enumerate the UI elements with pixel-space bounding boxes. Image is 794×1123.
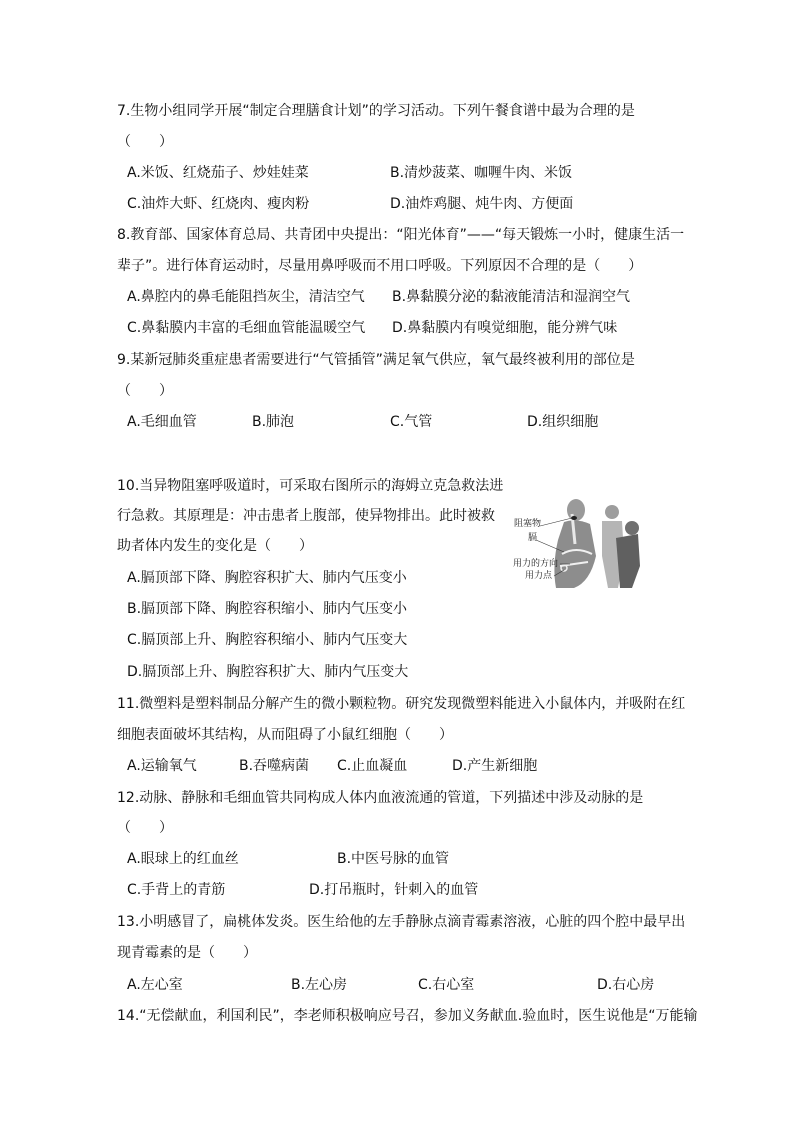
q7-stem-line2: （ ）: [117, 134, 173, 150]
q14-stem-line1: 14.“无偿献血，利国利民”，李老师积极响应号召，参加义务献血.验血时，医生说他是“万能输: [117, 1008, 698, 1024]
q12-stem-line1: 12.动脉、静脉和毛细血管共同构成人体内血液流通的管道，下列描述中涉及动脉的是: [117, 790, 644, 806]
q13-stem-line1: 13.小明感冒了，扁桃体发炎。医生给他的左手静脉点滴青霉素溶液，心脏的四个腔中最早出: [117, 914, 686, 930]
q9-option-b: B.肺泡: [252, 414, 295, 430]
q10-option-b: B.膈顶部下降、胸腔容积缩小、肺内气压变小: [127, 601, 408, 617]
q11-option-c: C.止血凝血: [337, 758, 408, 774]
q9-option-a: A.毛细血管: [127, 414, 197, 430]
q13-option-a: A.左心室: [127, 977, 183, 993]
q8-option-b: B.鼻黏膜分泌的黏液能清洁和湿润空气: [392, 289, 631, 305]
q12-option-a: A.眼球上的红血丝: [127, 851, 239, 867]
q7-option-b: B.清炒菠菜、咖喱牛肉、米饭: [390, 165, 573, 181]
q13-option-c: C.右心室: [418, 977, 475, 993]
victim-head: [625, 521, 639, 535]
q9-stem-line1: 9.某新冠肺炎重症患者需要进行“气管插管”满足氧气供应，氧气最终被利用的部位是: [117, 352, 635, 368]
q7-option-c: C.油炸大虾、红烧肉、瘦肉粉: [127, 196, 310, 212]
q12-option-c: C.手背上的青筋: [127, 882, 226, 898]
q10-option-a: A.膈顶部下降、胸腔容积扩大、肺内气压变小: [127, 570, 407, 586]
label-obstruction: 阻塞物: [513, 519, 541, 529]
rescuer-head: [605, 505, 619, 519]
q10-option-d: D.膈顶部上升、胸腔容积扩大、肺内气压变大: [127, 664, 409, 680]
q13-stem-line2: 现青霉素的是（ ）: [117, 945, 257, 961]
q11-option-d: D.产生新细胞: [452, 758, 538, 774]
q11-option-b: B.吞噬病菌: [239, 758, 310, 774]
q9-stem-line2: （ ）: [117, 383, 173, 399]
label-force-direction: 用力的方向: [512, 559, 558, 569]
victim-body: [616, 534, 640, 588]
q10-stem-line2: 行急救。其原理是：冲击患者上腹部，使异物排出。此时被救: [117, 508, 495, 524]
label-force-point: 用力点: [524, 571, 552, 581]
q8-stem-line1: 8.教育部、国家体育总局、共青团中央提出：“阳光体育”——“每天锻炼一小时，健康生活一: [117, 227, 685, 243]
q10-stem-line3: 助者体内发生的变化是（ ）: [117, 538, 313, 554]
q10-option-c: C.膈顶部上升、胸腔容积缩小、肺内气压变大: [127, 632, 408, 648]
q12-option-d: D.打吊瓶时，针刺入的血管: [309, 882, 479, 898]
q7-option-a: A.米饭、红烧茄子、炒娃娃菜: [127, 165, 309, 181]
q7-option-d: D.油炸鸡腿、炖牛肉、方便面: [390, 196, 574, 212]
q8-option-a: A.鼻腔内的鼻毛能阻挡灰尘，清洁空气: [127, 289, 365, 305]
q8-option-d: D.鼻黏膜内有嗅觉细胞，能分辨气味: [392, 320, 618, 336]
q13-option-d: D.右心房: [597, 977, 655, 993]
q11-stem-line2: 细胞表面破坏其结构，从而阻碍了小鼠红细胞（ ）: [117, 727, 453, 743]
q13-option-b: B.左心房: [291, 977, 348, 993]
q8-stem-line2: 辈子”。进行体育运动时，尽量用鼻呼吸而不用口呼吸。下列原因不合理的是（ ）: [117, 258, 643, 274]
q12-option-b: B.中医号脉的血管: [337, 851, 450, 867]
heimlich-illustration: [512, 496, 640, 592]
q11-option-a: A.运输氧气: [127, 758, 197, 774]
q7-stem-line1: 7.生物小组同学开展“制定合理膳食计划”的学习活动。下列午餐食谱中最为合理的是: [117, 103, 635, 119]
q9-option-c: C.气管: [390, 414, 433, 430]
q9-option-d: D.组织细胞: [527, 414, 599, 430]
q11-stem-line1: 11.微塑料是塑料制品分解产生的微小颗粒物。研究发现微塑料能进入小鼠体内，并吸附在红: [117, 696, 686, 712]
heimlich-figure: [512, 496, 640, 592]
q12-stem-line2: （ ）: [117, 820, 173, 836]
q8-option-c: C.鼻黏膜内丰富的毛细血管能温暖空气: [127, 320, 366, 336]
patient-torso: [554, 520, 596, 588]
label-diaphragm: 膈: [527, 533, 537, 543]
q10-stem-line1: 10.当异物阻塞呼吸道时，可采取右图所示的海姆立克急救法进: [117, 478, 504, 494]
